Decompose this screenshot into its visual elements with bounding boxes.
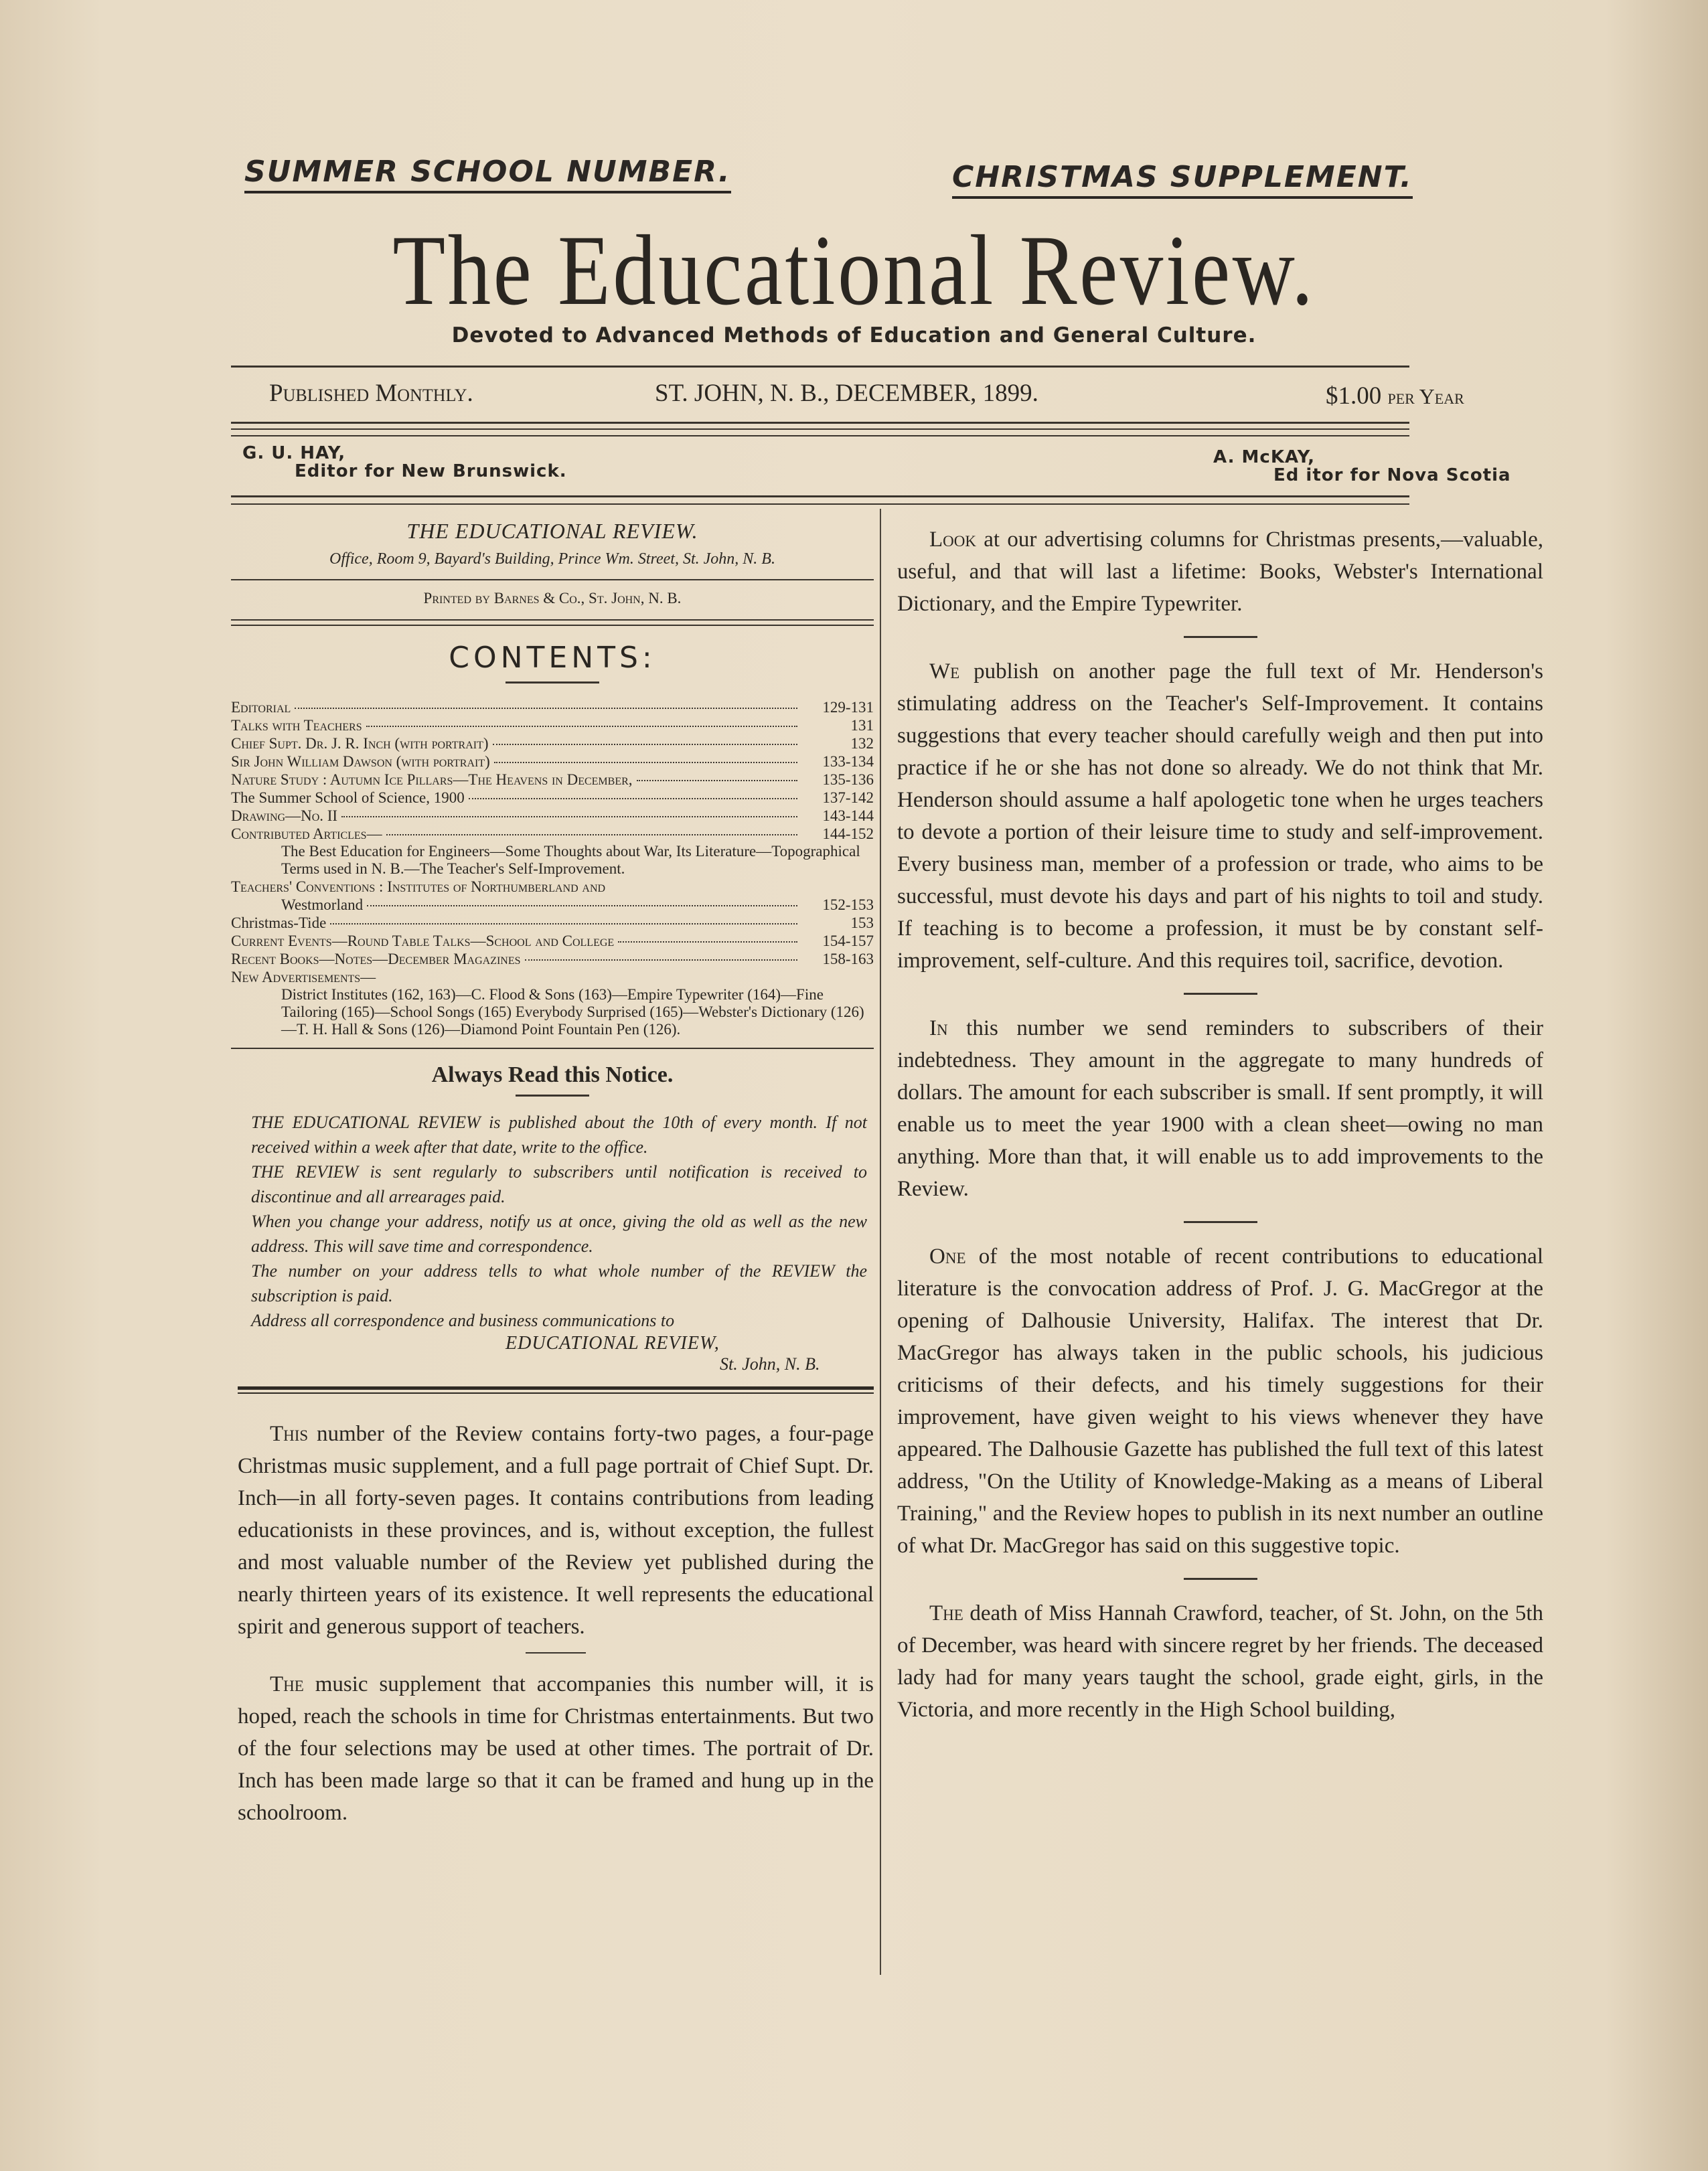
- pub-rule-3: [231, 435, 1409, 436]
- notice-rule-1: [238, 1386, 874, 1390]
- notice-rule-2: [238, 1392, 874, 1394]
- pub-price-amount: $1.00: [1326, 382, 1382, 410]
- paragraph-rule: [1184, 1221, 1257, 1223]
- contents-item: Drawing—No. II 143-144: [231, 807, 874, 824]
- contents-list: [231, 698, 874, 1038]
- contents-item: Nature Study : Autumn Ice Pillars—The Heavens in December, 135-136: [231, 771, 874, 788]
- office-address: Office, Room 9, Bayard's Building, Prince Wm. Street, St. John, N. B.: [329, 550, 775, 568]
- notice-sign-place: St. John, N. B.: [720, 1354, 820, 1374]
- body-paragraph: We publish on another page the full text of Mr. Henderson's stimulating address on the Teacher's Self-Improvement. It contains suggestions that every teacher should carefully weigh and then put into practice if he or she has not done so already. We do not think that Mr. Henderson should assume a half apologetic tone when he urges teachers to devote a portion of their leisure time to study and self-improvement. Every business man, member of a profession or trade, who aims to be successful, must devote his days and part of his nights to toil and study. If teaching is to become a profession, it must be by constant self-improvement, self-culture. And this requires toil, sacrifice, devotion.: [897, 659, 1543, 973]
- notice-paragraph: THE EDUCATIONAL REVIEW is published about the 10th of every month. If not received within a week after that date, write to the office.: [251, 1113, 867, 1157]
- banner-summer-school: SUMMER SCHOOL NUMBER.: [244, 155, 731, 193]
- notice-heading-rule: [516, 1095, 589, 1097]
- office-rule: [231, 579, 874, 580]
- column-divider: [880, 509, 881, 1975]
- contents-item: Current Events—Round Table Talks—School and College 154-157: [231, 933, 874, 949]
- editor-nb-role: Editor for New Brunswick.: [295, 461, 567, 482]
- paragraph-rule: [1184, 1578, 1257, 1580]
- notice-paragraph: THE REVIEW is sent regularly to subscribers until notification is received to discontinue and all arrearages paid.: [251, 1162, 867, 1206]
- left-body: [231, 1418, 874, 1829]
- office-heading: THE EDUCATIONAL REVIEW.: [406, 519, 698, 543]
- body-paragraph: The death of Miss Hannah Crawford, teacher, of St. John, on the 5th of December, was heard with sincere regret by her friends. The deceased lady had for many years taught the school, grade eight, girls, in the Victoria, and more recently in the High School building,: [897, 1601, 1543, 1722]
- contents-item: Editorial 129-131: [231, 699, 874, 716]
- pub-price: [1326, 382, 1464, 410]
- right-column: [897, 524, 1543, 1726]
- notice-heading: Always Read this Notice.: [431, 1062, 674, 1087]
- editor-nb-name: G. U. HAY,: [242, 443, 346, 463]
- editors-rule-2: [231, 503, 1409, 505]
- pub-rule-2: [231, 428, 1409, 430]
- paragraph-rule: [526, 1652, 586, 1654]
- contents-heading-rule: [506, 681, 599, 684]
- contents-rule: [231, 1048, 874, 1049]
- paragraph-rule: [1184, 636, 1257, 638]
- body-paragraph: This number of the Review contains forty-two pages, a four-page Christmas music supplement, and a full page portrait of Chief Supt. Dr. Inch—in all forty-seven pages. It contains contributions from leading educationists in these provinces, and is, without exception, the fullest and most valuable number of the Review yet published during the nearly thirteen years of its existence. It well represents the educational spirit and generous support of teachers.: [238, 1422, 874, 1639]
- editors-rule-1: [231, 495, 1409, 497]
- editor-new-brunswick: [242, 445, 567, 481]
- notice-paragraph: The number on your address tells to what whole number of the REVIEW the subscription is paid.: [251, 1261, 867, 1305]
- masthead-rule-top: [231, 366, 1409, 368]
- editor-nova-scotia: [1213, 449, 1511, 485]
- notice-sign-name: EDUCATIONAL REVIEW,: [506, 1333, 720, 1354]
- masthead-title: The Educational Review.: [392, 215, 1316, 326]
- contents-item: Sir John William Dawson (with portrait) 133-134: [231, 753, 874, 770]
- office-printer: Printed by Barnes & Co., St. John, N. B.: [423, 590, 682, 607]
- contents-item: Recent Books—Notes—December Magazines 158-163: [231, 951, 874, 967]
- editor-ns-name: A. McKAY,: [1213, 447, 1315, 467]
- left-column: [231, 519, 874, 1829]
- body-paragraph: The music supplement that accompanies this number will, it is hoped, reach the schools in time for Christmas entertainments. But two of the four selections may be used at other times. The portrait of Dr. Inch has been made large so that it can be framed and hung up in the schoolroom.: [238, 1672, 874, 1825]
- contents-item: Westmorland 152-153: [281, 896, 874, 913]
- notice-paragraph: Address all correspondence and business communications to: [251, 1311, 675, 1330]
- pub-frequency: Published Monthly.: [269, 380, 473, 407]
- printer-rule-1: [231, 619, 874, 621]
- contents-new-ads-label: New Advertisements—: [231, 969, 376, 985]
- contents-conventions-label: Teachers' Conventions : Institutes of Northumberland and: [231, 878, 606, 895]
- printer-rule-2: [231, 625, 874, 626]
- banner-christmas-supplement: CHRISTMAS SUPPLEMENT.: [952, 161, 1413, 199]
- contents-item: Contributed Articles— 144-152: [231, 825, 874, 842]
- contents-item: Chief Supt. Dr. J. R. Inch (with portrait) 132: [231, 735, 874, 752]
- editor-ns-role: Ed itor for Nova Scotia: [1273, 465, 1511, 486]
- pub-rule-1: [231, 422, 1409, 424]
- notice-paragraph: When you change your address, notify us at once, giving the old as well as the new address. This will save time and correspondence.: [251, 1212, 867, 1256]
- paragraph-rule: [1184, 993, 1257, 995]
- body-paragraph: Look at our advertising columns for Christmas presents,—valuable, useful, and that will last a lifetime: Books, Webster's International Dictionary, and the Empire Typewriter.: [897, 528, 1543, 616]
- contents-item: The Summer School of Science, 1900 137-142: [231, 789, 874, 806]
- body-paragraph: One of the most notable of recent contributions to educational literature is the convocation address of Prof. J. G. MacGregor at the opening of Dalhousie University, Halifax. The interest that Dr. MacGregor has always taken in the public schools, his judicious criticisms of their defects, and his timely suggestions for their improvement, have given weight to his views whenever they have appeared. The Dalhousie Gazette has published the full text of this latest address, "On the Utility of Knowledge-Making as a means of Liberal Training," and the Review hopes to publish in its next number an outline of what Dr. MacGregor has said on this suggestive topic.: [897, 1244, 1543, 1558]
- pub-price-suffix: per Year: [1387, 384, 1464, 408]
- body-paragraph: In this number we send reminders to subscribers of their indebtedness. They amount in the aggregate to many hundreds of dollars. The amount for each subscriber is small. If sent promptly, it will enable us to meet the year 1900 with a clean sheet—owing no man anything. More than that, it will enable us to add improvements to the Review.: [897, 1016, 1543, 1201]
- pub-place-date: ST. JOHN, N. B., DECEMBER, 1899.: [655, 380, 1038, 407]
- contents-new-ads: District Institutes (162, 163)—C. Flood & Sons (163)—Empire Typewriter (164)—Fine Tailoring (165)—School Songs (165) Everybody Surprised (165)—Webster's Dictionary (126)—T. H. Hall & Sons (126)—Diamond Point Fountain Pen (126).: [281, 986, 864, 1038]
- contents-item: Christmas-Tide 153: [231, 914, 874, 931]
- notice-body: [231, 1110, 874, 1374]
- contents-contributed-sub: The Best Education for Engineers—Some Thoughts about War, Its Literature—Topographical Terms used in N. B.—The Teacher's Self-Improvement.: [281, 843, 860, 877]
- contents-heading: CONTENTS:: [449, 641, 656, 675]
- masthead-tagline: Devoted to Advanced Methods of Education and General Culture.: [451, 323, 1257, 347]
- contents-item: Talks with Teachers 131: [231, 717, 874, 734]
